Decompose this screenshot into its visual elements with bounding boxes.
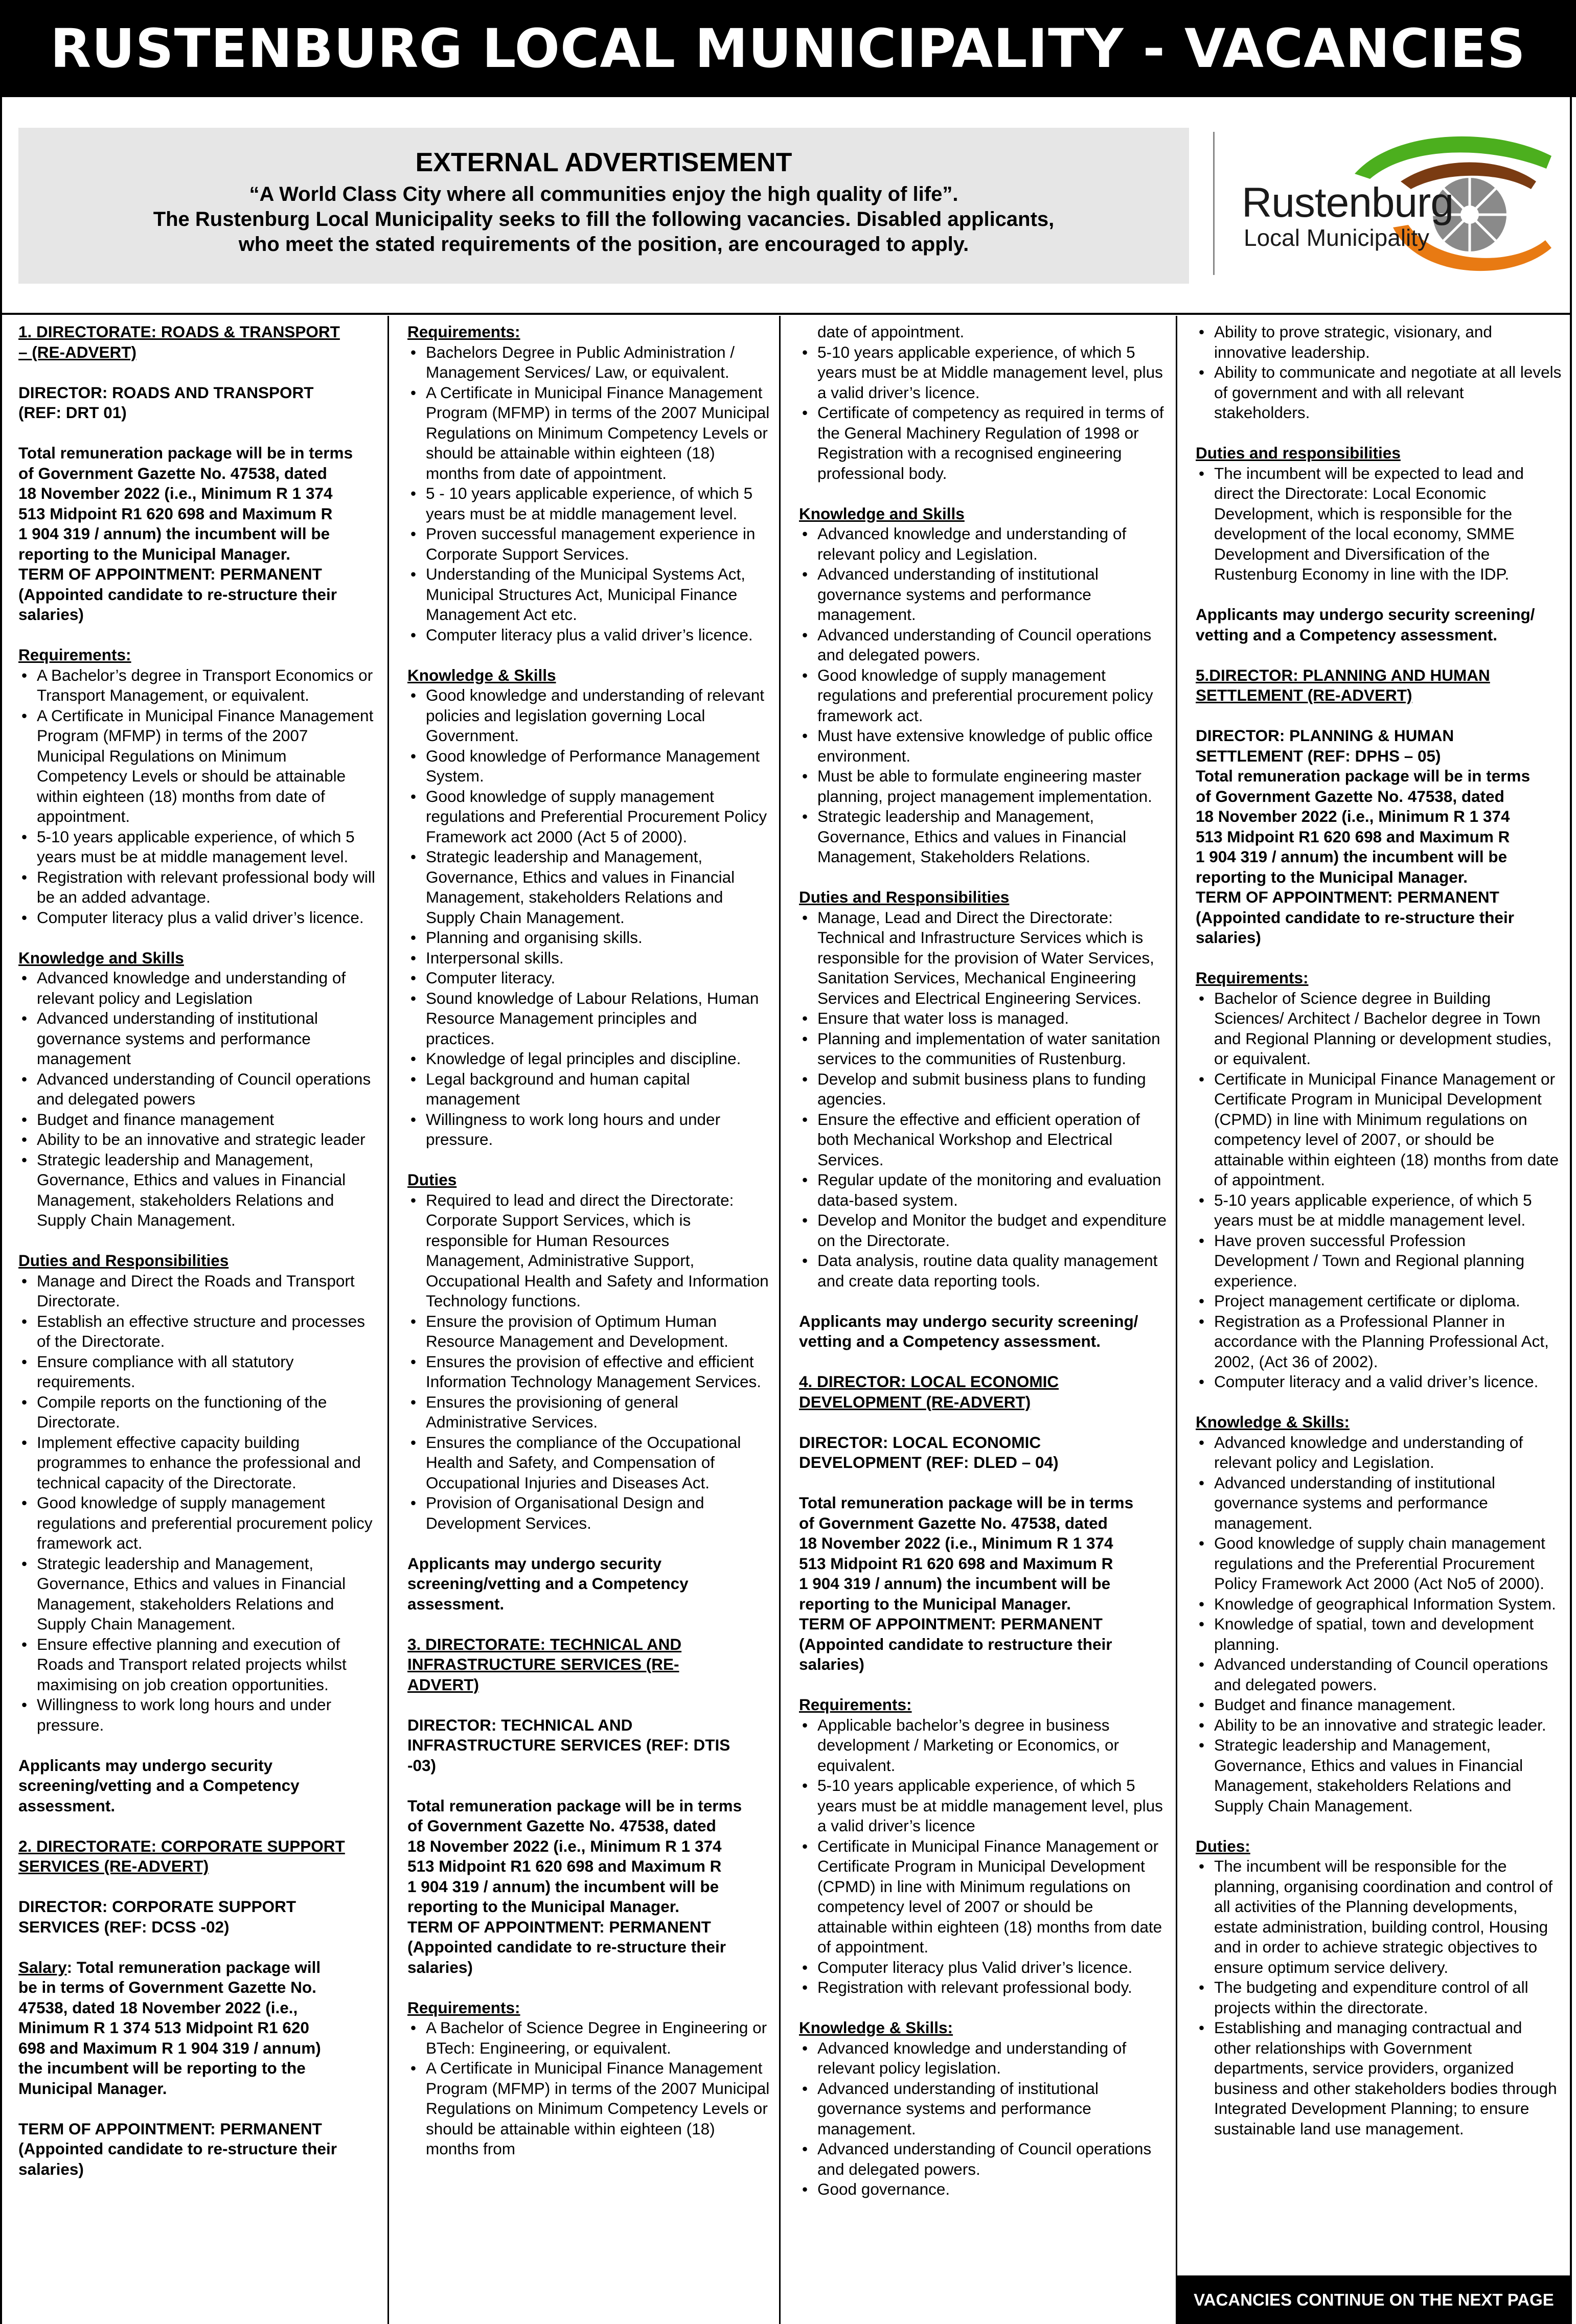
list-item: • Establishing and managing contractual and other relationships with Government departments, service providers, organized business and other stakeholders bodies through Integrated Development Planning; to ensure sustainable land use management. [1214, 2018, 1563, 2139]
intro-line-2: The Rustenburg Local Municipality seeks to fill the following vacancies. Disabled applicants, [153, 208, 1055, 231]
screening-note [1196, 605, 1563, 645]
text-line: salaries) [799, 1655, 864, 1673]
section-heading: 2. DIRECTORATE: CORPORATE SUPPORT [18, 1836, 345, 1855]
text-line: assessment. [18, 1796, 116, 1815]
list-item: • Willingness to work long hours and under pressure. [426, 1110, 770, 1150]
list-item: • Must have extensive knowledge of public office environment. [817, 726, 1167, 766]
list-item: • Ability to be an innovative and strategic leader. [1214, 1715, 1563, 1736]
knowledge-list [1196, 1433, 1563, 1816]
text-line: (Appointed candidate to re-structure their [407, 1938, 726, 1956]
list-item: • Computer literacy plus Valid driver’s licence. [817, 1958, 1167, 1978]
duties-list [1196, 1856, 1563, 2139]
list-item: • Ensure effective planning and execution of Roads and Transport related projects whilst maximising on job creation opportunities. [37, 1635, 378, 1695]
salary-label: Salary [18, 1958, 67, 1976]
requirements-heading: Requirements: [18, 646, 131, 664]
text-line: salaries) [18, 605, 84, 624]
list-item: • Understanding of the Municipal Systems Act, Municipal Structures Act, Municipal Finance Management Act etc. [426, 564, 770, 625]
position-title [1196, 726, 1563, 948]
section-heading: – (RE-ADVERT) [18, 342, 137, 361]
knowledge-heading: Knowledge & Skills [407, 665, 556, 684]
salary-text: Minimum R 1 374 513 Midpoint R1 620 [18, 2018, 309, 2037]
text-line: INFRASTRUCTURE SERVICES (REF: DTIS [407, 1736, 730, 1754]
list-item: • Good knowledge and understanding of relevant policies and legislation governing Local Government. [426, 685, 770, 746]
requirements-list [407, 2018, 770, 2159]
list-item: • Advanced understanding of institutional governance systems and performance management. [817, 564, 1167, 625]
text-line: 18 November 2022 (i.e., Minimum R 1 374 [407, 1836, 722, 1855]
requirements-list [799, 342, 1167, 484]
list-item: • Manage and Direct the Roads and Transport Directorate. [37, 1271, 378, 1311]
text-line: Total remuneration package will be in terms [18, 444, 353, 462]
list-item: • Ensure that water loss is managed. [817, 1008, 1167, 1029]
list-item: • Advanced understanding of Council operations and delegated powers [37, 1069, 378, 1110]
requirements-heading: Requirements: [407, 323, 520, 341]
text-line: 1 904 319 / annum) the incumbent will be [799, 1574, 1111, 1593]
text-line: salaries) [1196, 928, 1261, 947]
text-line: DIRECTOR: LOCAL ECONOMIC [799, 1433, 1041, 1452]
knowledge-list [799, 2038, 1167, 2200]
text-line: (Appointed candidate to re-structure their [1196, 908, 1515, 927]
list-item: • 5 - 10 years applicable experience, of which 5 years must be at middle management level. [426, 484, 770, 524]
list-item: • Ensures the provision of effective and efficient Information Technology Management Services. [426, 1352, 770, 1392]
list-item: • The budgeting and expenditure control of all projects within the directorate. [1214, 1977, 1563, 2018]
municipality-logo [1224, 125, 1562, 279]
list-item: • Develop and submit business plans to funding agencies. [817, 1069, 1167, 1110]
requirements-list [1196, 988, 1563, 1392]
list-item: • Interpersonal skills. [426, 948, 770, 969]
list-item: • Provision of Organisational Design and Development Services. [426, 1493, 770, 1533]
list-item: • Have proven successful Profession Development / Town and Regional planning experience. [1214, 1231, 1563, 1292]
text-line: DIRECTOR: TECHNICAL AND [407, 1715, 633, 1734]
advert-heading: EXTERNAL ADVERTISEMENT [415, 148, 792, 177]
list-item: • Applicable bachelor’s degree in business development / Marketing or Economics, or equivalent. [817, 1715, 1167, 1776]
text-line: TERM OF APPOINTMENT: PERMANENT [18, 565, 322, 583]
continue-notice: VACANCIES CONTINUE ON THE NEXT PAGE [1176, 2275, 1572, 2324]
requirements-heading: Requirements: [799, 1695, 912, 1714]
list-item: • Planning and implementation of water sanitation services to the communities of Rustenburg. [817, 1029, 1167, 1069]
text-line: of Government Gazette No. 47538, dated [799, 1513, 1108, 1532]
list-item: • Certificate in Municipal Finance Management or Certificate Program in Municipal Development (CPMD) in line with Minimum regulations on competency level of 2007 or should be attainable within eighteen (18) months from date of appointment. [817, 1836, 1167, 1958]
remuneration-text [799, 1493, 1167, 1675]
remuneration-text [407, 1796, 770, 1978]
text-line: vetting and a Competency assessment. [799, 1332, 1101, 1350]
text-line: (Appointed candidate to re-structure their [18, 2139, 337, 2158]
text-line: 1 904 319 / annum) the incumbent will be [1196, 847, 1508, 866]
list-item: • Ability to be an innovative and strategic leader [37, 1130, 378, 1150]
text-line: TERM OF APPOINTMENT: PERMANENT [1196, 888, 1499, 906]
salary-text: Municipal Manager. [18, 2079, 167, 2098]
requirements-heading: Requirements: [407, 1998, 520, 2017]
duties-list [407, 1190, 770, 1534]
text-line: 5.DIRECTOR: PLANNING AND HUMAN [1196, 665, 1490, 684]
text-line: ADVERT) [407, 1675, 479, 1694]
text-line: 3. DIRECTORATE: TECHNICAL AND [407, 1635, 682, 1653]
list-item: • Registration with relevant professional body will be an added advantage. [37, 867, 378, 908]
list-item: • Ability to communicate and negotiate at all levels of government and with all relevant stakeholders. [1214, 362, 1563, 423]
text-line: Total remuneration package will be in terms [799, 1493, 1134, 1512]
list-item: • Computer literacy plus a valid driver’s licence. [37, 908, 378, 928]
text-line: assessment. [407, 1594, 505, 1613]
knowledge-heading: Knowledge and Skills [799, 504, 965, 523]
text-line: DEVELOPMENT (REF: DLED – 04) [799, 1453, 1059, 1471]
list-item: • Knowledge of geographical Information System. [1214, 1594, 1563, 1615]
section-heading [407, 1635, 770, 1695]
list-item: • Data analysis, routine data quality management and create data reporting tools. [817, 1251, 1167, 1291]
knowledge-list [18, 968, 378, 1231]
text-line: reporting to the Municipal Manager. [407, 1897, 680, 1916]
column-3 [781, 322, 1176, 2315]
list-item: • Manage, Lead and Direct the Directorate: Technical and Infrastructure Services which is responsible for the provision of Water Services, Sanitation Services, Mechanical Engineering Services and Electrical Engineering Services. [817, 908, 1167, 1009]
list-item: • Good governance. [817, 2179, 1167, 2200]
text-line: 513 Midpoint R1 620 698 and Maximum R [407, 1857, 722, 1875]
column-4 [1177, 322, 1572, 2315]
text-line: DIRECTOR: PLANNING & HUMAN [1196, 726, 1454, 745]
requirements-list [799, 1715, 1167, 1998]
list-item: • Computer literacy plus a valid driver’s licence. [426, 625, 770, 646]
list-item: • Good knowledge of Performance Management System. [426, 746, 770, 787]
header-divider [1213, 132, 1215, 275]
text-line: 4. DIRECTOR: LOCAL ECONOMIC [799, 1372, 1059, 1391]
text-line: 18 November 2022 (i.e., Minimum R 1 374 [18, 484, 333, 502]
list-item: • Strategic leadership and Management, Governance, Ethics and values in Financial Management, Stakeholders Relations. [817, 807, 1167, 867]
logo-word-local-municipality: Local Municipality [1244, 224, 1430, 251]
list-item: • Certificate in Municipal Finance Management or Certificate Program in Municipal Development (CPMD) in line with Minimum regulations on competency level of 2007, or should be attainable within eighteen (18) months from date of appointment. [1214, 1069, 1563, 1190]
knowledge-heading: Knowledge & Skills: [799, 2018, 953, 2037]
logo-word-rustenburg: Rustenburg [1242, 179, 1453, 226]
text-line: screening/vetting and a Competency [407, 1574, 689, 1593]
section-heading [799, 1372, 1167, 1412]
list-item: • A Bachelor of Science Degree in Engineering or BTech: Engineering, or equivalent. [426, 2018, 770, 2058]
intro-box [18, 128, 1189, 284]
screening-note [18, 1756, 378, 1816]
text-line: TERM OF APPOINTMENT: PERMANENT [407, 1917, 711, 1936]
requirements-heading: Requirements: [1196, 969, 1309, 987]
text-line: 18 November 2022 (i.e., Minimum R 1 374 [799, 1534, 1113, 1552]
list-item: • Advanced understanding of Council operations and delegated powers. [817, 625, 1167, 665]
remuneration-text [18, 443, 378, 625]
list-item: • Ensure the effective and efficient operation of both Mechanical Workshop and Electrical Services. [817, 1110, 1167, 1170]
text-line: TERM OF APPOINTMENT: PERMANENT [799, 1615, 1103, 1633]
page-title: RUSTENBURG LOCAL MUNICIPALITY - VACANCIES [50, 17, 1526, 80]
duties-heading: Duties and Responsibilities [799, 888, 1010, 906]
text-line: INFRASTRUCTURE SERVICES (RE- [407, 1655, 679, 1673]
text-line: Applicants may undergo security screening/ [1196, 605, 1535, 624]
text-line: -03) [407, 1756, 437, 1775]
text-line: 18 November 2022 (i.e., Minimum R 1 374 [1196, 807, 1510, 825]
list-item: • Advanced knowledge and understanding of relevant policy and Legislation. [817, 524, 1167, 564]
list-item: • Good knowledge of supply management regulations and preferential procurement policy framework act. [37, 1493, 378, 1554]
list-item: • Strategic leadership and Management, Governance, Ethics and values in Financial Management, stakeholders Relations and Supply Chain Management. [426, 847, 770, 928]
position-title: DIRECTOR: ROADS AND TRANSPORT [18, 383, 314, 402]
text-line: 513 Midpoint R1 620 698 and Maximum R [18, 504, 333, 523]
list-item: • Knowledge of spatial, town and development planning. [1214, 1614, 1563, 1654]
list-item: • Strategic leadership and Management, Governance, Ethics and values in Financial Management, stakeholders Relations and Supply Chain Management. [37, 1554, 378, 1635]
list-item: • A Certificate in Municipal Finance Management Program (MFMP) in terms of the 2007 Municipal Regulations on Minimum Competency Levels or should be attainable within eighteen (18) months from date of appointment. [426, 383, 770, 484]
duties-heading: Duties and Responsibilities [18, 1251, 229, 1270]
list-item: • Planning and organising skills. [426, 928, 770, 948]
list-item: • 5-10 years applicable experience, of which 5 years must be at Middle management level, plus a valid driver’s licence. [817, 342, 1167, 403]
text-line: Applicants may undergo security [407, 1554, 662, 1573]
continued-list [1196, 322, 1563, 423]
section-rule [0, 313, 1572, 315]
list-item: • Strategic leadership and Management, Governance, Ethics and values in Financial Management, stakeholders Relations and Supply Chain Management. [1214, 1735, 1563, 1816]
list-item: • Project management certificate or diploma. [1214, 1291, 1563, 1311]
list-item: • Ensures the provisioning of general Administrative Services. [426, 1392, 770, 1433]
list-item: • Good knowledge of supply management regulations and preferential procurement policy framework act. [817, 665, 1167, 726]
text-line: Applicants may undergo security screening/ [799, 1311, 1138, 1330]
position-title: DIRECTOR: CORPORATE SUPPORT [18, 1897, 296, 1916]
title-banner [0, 0, 1576, 97]
list-item: • Advanced understanding of Council operations and delegated powers. [1214, 1654, 1563, 1695]
list-item: • Sound knowledge of Labour Relations, Human Resource Management principles and practices. [426, 988, 770, 1049]
list-item: • A Certificate in Municipal Finance Management Program (MFMP) in terms of the 2007 Municipal Regulations on Minimum Competency Levels or should be attainable within eighteen (18) months from [426, 2058, 770, 2159]
section-heading: 1. DIRECTORATE: ROADS & TRANSPORT [18, 323, 340, 341]
list-item: • 5-10 years applicable experience, of which 5 years must be at middle management level. [1214, 1190, 1563, 1231]
text-line: SETTLEMENT (REF: DPHS – 05) [1196, 746, 1441, 765]
list-item: • Advanced knowledge and understanding of relevant policy and Legislation. [1214, 1433, 1563, 1473]
list-item: • Ability to prove strategic, visionary, and innovative leadership. [1214, 322, 1563, 362]
text-line: 513 Midpoint R1 620 698 and Maximum R [799, 1554, 1113, 1573]
position-ref: (REF: DRT 01) [18, 403, 127, 422]
duties-heading: Duties and responsibilities [1196, 444, 1401, 462]
list-item: • A Bachelor’s degree in Transport Economics or Transport Management, or equivalent. [37, 665, 378, 706]
text-line: reporting to the Municipal Manager. [1196, 867, 1468, 886]
list-item: • 5-10 years applicable experience, of which 5 years must be at middle management level, plus a valid driver’s licence [817, 1776, 1167, 1836]
position-title [407, 1715, 770, 1776]
list-item: • Good knowledge of supply management regulations and Preferential Procurement Policy Framework act 2000 (Act 5 of 2000). [426, 787, 770, 847]
list-item: • Good knowledge of supply chain management regulations and the Preferential Procurement Policy Framework Act 2000 (Act No5 of 2000). [1214, 1533, 1563, 1594]
list-item: • Regular update of the monitoring and evaluation data-based system. [817, 1170, 1167, 1210]
text-line: Applicants may undergo security [18, 1756, 273, 1775]
text-line: 513 Midpoint R1 620 698 and Maximum R [1196, 827, 1510, 846]
list-item: • Must be able to formulate engineering master planning, project management implementation. [817, 766, 1167, 807]
list-item: • Bachelors Degree in Public Administration / Management Services/ Law, or equivalent. [426, 342, 770, 383]
list-item: • Strategic leadership and Management, Governance, Ethics and values in Financial Management, stakeholders Relations and Supply Chain Management. [37, 1150, 378, 1231]
text-line: screening/vetting and a Competency [18, 1776, 300, 1794]
list-item: • Ensure the provision of Optimum Human Resource Management and Development. [426, 1311, 770, 1352]
text-line: reporting to the Municipal Manager. [799, 1594, 1071, 1613]
text-line: TERM OF APPOINTMENT: PERMANENT [18, 2119, 322, 2138]
salary-text: the incumbent will be reporting to the [18, 2059, 306, 2077]
list-item: • Ensure compliance with all statutory requirements. [37, 1352, 378, 1392]
list-item: • Required to lead and direct the Directorate: Corporate Support Services, which is responsible for Human Resources Management, Administrative Support, Occupational Health and Safety and Information Technology functions. [426, 1190, 770, 1311]
requirements-list [18, 665, 378, 928]
duties-list [799, 908, 1167, 1292]
list-item: • Advanced understanding of institutional governance systems and performance management [37, 1008, 378, 1069]
duties-list [18, 1271, 378, 1736]
column-2 [389, 322, 779, 2315]
text-line: DEVELOPMENT (RE-ADVERT) [799, 1392, 1031, 1411]
text-line: of Government Gazette No. 47538, dated [18, 464, 327, 482]
list-item: • Legal background and human capital management [426, 1069, 770, 1110]
position-title [799, 1433, 1167, 1473]
list-item: • Advanced understanding of institutional governance systems and performance management. [1214, 1473, 1563, 1534]
motto: “A World Class City where all communities enjoy the high quality of life”. [249, 183, 958, 205]
list-item: • Advanced knowledge and understanding of relevant policy legislation. [817, 2038, 1167, 2079]
knowledge-list [799, 524, 1167, 867]
list-item: • 5-10 years applicable experience, of which 5 years must be at middle management level. [37, 827, 378, 867]
term-text [18, 2119, 378, 2180]
salary-text: : Total remuneration package will [66, 1958, 321, 1976]
duties-list [1196, 464, 1563, 585]
list-item: • Proven successful management experience in Corporate Support Services. [426, 524, 770, 564]
text-line: 1 904 319 / annum) the incumbent will be [407, 1877, 719, 1896]
list-item: • The incumbent will be responsible for the planning, organising coordination and control of all activities of the Planning developments, estate administration, building control, Housing and in order to achieve strategic objectives to ensure optimum service delivery. [1214, 1856, 1563, 1977]
list-item: • Advanced understanding of Council operations and delegated powers. [817, 2139, 1167, 2179]
knowledge-heading: Knowledge and Skills [18, 948, 184, 967]
list-item: • Budget and finance management. [1214, 1695, 1563, 1715]
list-item: • Compile reports on the functioning of the Directorate. [37, 1392, 378, 1433]
text-line: Total remuneration package will be in terms [407, 1796, 742, 1815]
list-item: • A Certificate in Municipal Finance Management Program (MFMP) in terms of the 2007 Municipal Regulations on Minimum Competency Levels or should be attainable within eighteen (18) months from date of appointment. [37, 706, 378, 827]
intro-line-3: who meet the stated requirements of the position, are encouraged to apply. [238, 233, 969, 256]
text-line: SETTLEMENT (RE-ADVERT) [1196, 686, 1412, 704]
list-item: • Bachelor of Science degree in Building Sciences/ Architect / Bachelor degree in Town and Regional Planning or development studies, or equivalent. [1214, 988, 1563, 1069]
list-item: • Ensures the compliance of the Occupational Health and Safety, and Compensation of Occupational Injuries and Diseases Act. [426, 1433, 770, 1493]
list-item: • Budget and finance management [37, 1110, 378, 1130]
column-1 [0, 322, 387, 2315]
text-line: (Appointed candidate to re-structure their [18, 585, 337, 604]
list-item: • Computer literacy and a valid driver’s licence. [1214, 1372, 1563, 1392]
list-item: • Advanced knowledge and understanding of relevant policy and Legislation [37, 968, 378, 1008]
list-item: • The incumbent will be expected to lead and direct the Directorate: Local Economic Development, which is responsible for the development of the local economy, SMME Development and Diversification of the Rustenburg Economy in line with the IDP. [1214, 464, 1563, 585]
knowledge-heading: Knowledge & Skills: [1196, 1413, 1350, 1431]
list-item: • Willingness to work long hours and under pressure. [37, 1695, 378, 1735]
section-heading: SERVICES (RE-ADVERT) [18, 1857, 209, 1875]
continued-text: date of appointment. [817, 323, 965, 341]
text-line: of Government Gazette No. 47538, dated [407, 1816, 716, 1835]
list-item: • Establish an effective structure and processes of the Directorate. [37, 1311, 378, 1352]
knowledge-list [407, 685, 770, 1150]
salary-text: 698 and Maximum R 1 904 319 / annum) [18, 2038, 321, 2057]
list-item: • Certificate of competency as required in terms of the General Machinery Regulation of 1998 or Registration with a recognised engineering professional body. [817, 403, 1167, 484]
text-line: vetting and a Competency assessment. [1196, 625, 1497, 644]
text-line: 1 904 319 / annum) the incumbent will be [18, 524, 330, 543]
list-item: • Knowledge of legal principles and discipline. [426, 1049, 770, 1069]
screening-note [407, 1554, 770, 1615]
list-item: • Computer literacy. [426, 968, 770, 988]
list-item: • Registration as a Professional Planner in accordance with the Planning Professional Act, 2002, (Act 36 of 2002). [1214, 1311, 1563, 1372]
text-line: salaries) [18, 2159, 84, 2178]
list-item: • Advanced understanding of institutional governance systems and performance management. [817, 2079, 1167, 2139]
text-line: (Appointed candidate to restructure their [799, 1635, 1112, 1653]
salary-text: 47538, dated 18 November 2022 (i.e., [18, 1998, 298, 2017]
duties-heading: Duties [407, 1170, 457, 1189]
list-item: • Implement effective capacity building programmes to enhance the professional and technical capacity of the Directorate. [37, 1433, 378, 1493]
list-item: • Registration with relevant professional body. [817, 1977, 1167, 1998]
position-ref: SERVICES (REF: DCSS -02) [18, 1917, 230, 1936]
section-heading [1196, 665, 1563, 706]
salary-text: be in terms of Government Gazette No. [18, 1978, 316, 1996]
duties-heading: Duties: [1196, 1836, 1250, 1855]
text-line: Total remuneration package will be in terms [1196, 767, 1531, 785]
text-line: of Government Gazette No. 47538, dated [1196, 787, 1504, 806]
list-item: • Develop and Monitor the budget and expenditure on the Directorate. [817, 1210, 1167, 1251]
requirements-list [407, 342, 770, 646]
screening-note [799, 1311, 1167, 1352]
text-line: salaries) [407, 1958, 473, 1976]
text-line: reporting to the Municipal Manager. [18, 544, 291, 563]
